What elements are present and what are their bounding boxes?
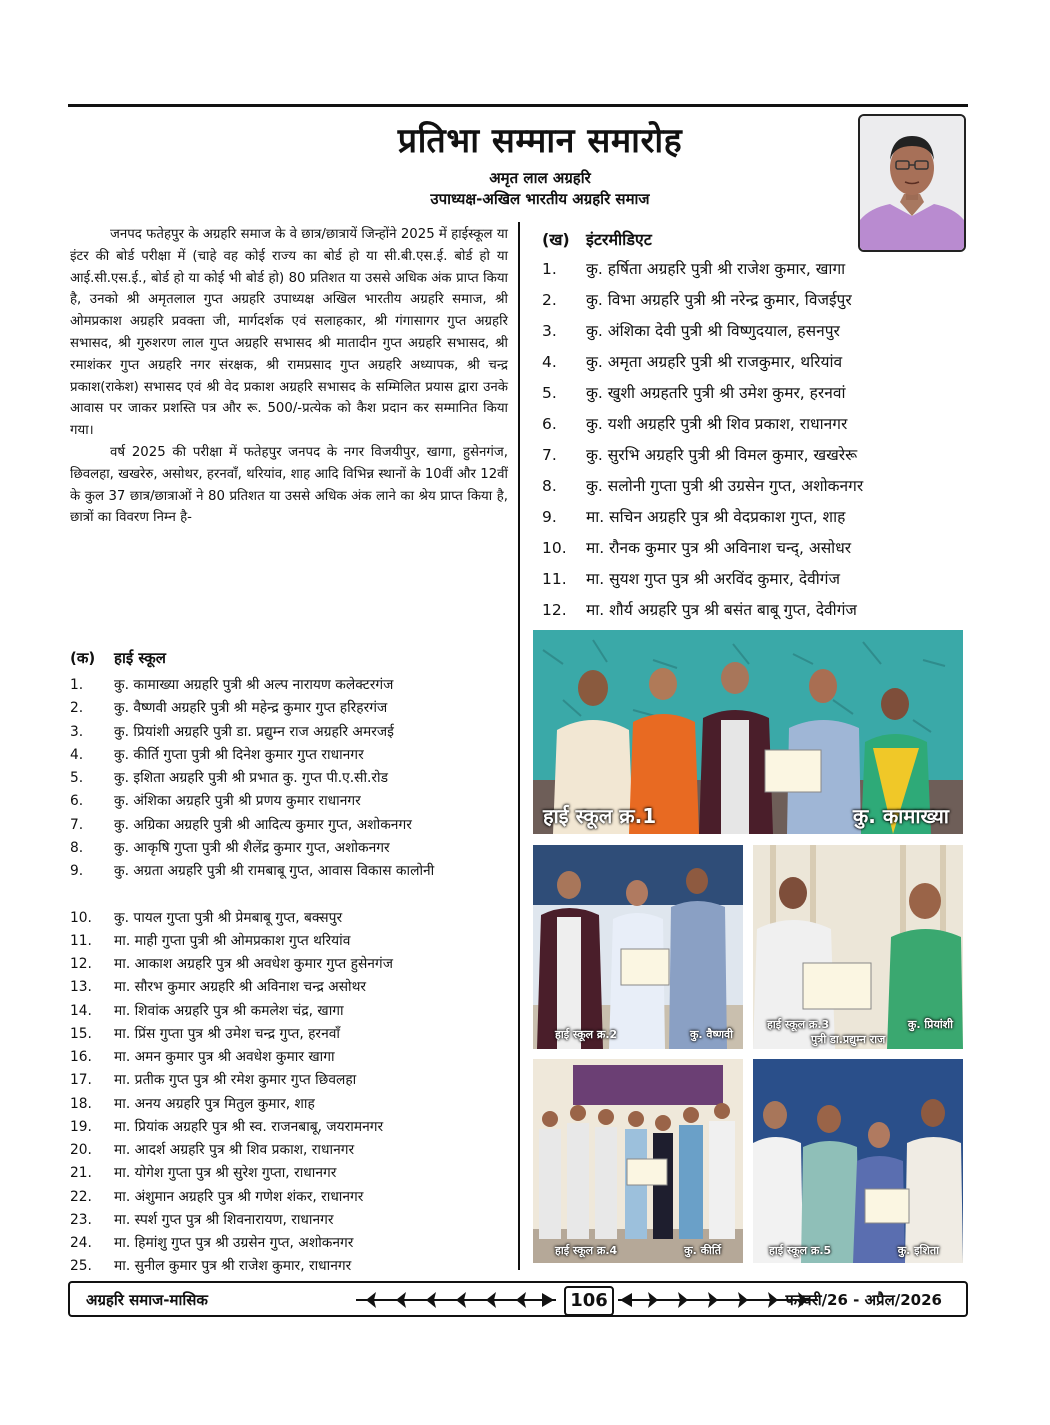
photo-caption-left: हाई स्कूल क्र.2: [555, 1028, 618, 1041]
item-text: कु. पायल गुप्ता पुत्री श्री प्रेमबाबू गुप्त, बक्सपुर: [114, 909, 343, 926]
item-text: मा. रौनक कुमार पुत्र श्री अविनाश चन्द्, असोधर: [586, 539, 852, 557]
item-number: 14.: [70, 1002, 92, 1019]
item-text: मा. आदर्श अग्रहरि पुत्र श्री शिव प्रकाश, राधानगर: [114, 1142, 355, 1158]
item-number: 11.: [542, 570, 567, 588]
list-item: [70, 1000, 510, 1023]
list-item: [70, 907, 510, 930]
item-text: मा. हिमांशु गुप्त पुत्र श्री उग्रसेन गुप्त, अशोकनगर: [114, 1235, 354, 1251]
list-item: [70, 953, 510, 976]
item-text: कु. खुशी अग्रहतरि पुत्री श्री उमेश कुमर, हरनवां: [586, 384, 846, 402]
item-text: मा. आकाश अग्रहरि पुत्र श्री अवधेश कुमार गुप्त हुसेनगंज: [114, 956, 393, 972]
vine-ornament-left-icon: [356, 1291, 556, 1309]
list-item: [542, 564, 962, 595]
item-number: 19.: [70, 1118, 92, 1135]
item-text: मा. योगेश गुप्ता पुत्र श्री सुरेश गुप्ता, राधानगर: [114, 1165, 337, 1182]
photo-highschool-5: [753, 1059, 963, 1263]
item-text: कु. अग्रता अग्रहरि पुत्री श्री रामबाबू गुप्त, आवास विकास कालोनी: [114, 863, 435, 879]
list-item: [70, 1023, 510, 1046]
item-text: मा. अमन कुमार पुत्र श्री अवधेश कुमार खागा: [114, 1049, 335, 1065]
item-text: मा. प्रिंस गुप्ता पुत्र श्री उमेश चन्द्र गुप्त, हरनवाँ: [114, 1025, 340, 1042]
list-item: [542, 316, 962, 347]
item-number: 7.: [70, 816, 84, 833]
item-text: मा. अंशुमान अग्रहरि पुत्र श्री गणेश शंकर, राधानगर: [114, 1188, 364, 1205]
highschool-title: हाई स्कूल: [114, 649, 166, 667]
item-text: मा. स्पर्श गुप्त पुत्र श्री शिवनारायण, राधानगर: [114, 1211, 334, 1228]
item-text: मा. सचिन अग्रहरि पुत्र श्री वेदप्रकाश गुप्त, शाह: [586, 508, 846, 526]
photo-caption-right: कु. वैष्णवी: [689, 1028, 733, 1041]
item-text: मा. सौरभ कुमार अग्रहरि श्री अविनाश चन्द्र असोथर: [114, 979, 367, 996]
item-number: 3.: [70, 723, 84, 740]
photo-highschool-1: [533, 630, 963, 834]
author-name: अमृत लाल अग्रहरि: [489, 169, 591, 187]
item-text: मा. अनय अग्रहरि पुत्र मितुल कुमार, शाह: [114, 1095, 315, 1112]
list-item: [542, 533, 962, 564]
item-text: मा. सुयश गुप्त पुत्र श्री अरविंद कुमार, देवीगंज: [586, 570, 840, 588]
photo-caption-right: कु. प्रियांशी: [907, 1018, 953, 1031]
author-designation: उपाध्यक्ष-अखिल भारतीय अग्रहरि समाज: [430, 190, 650, 208]
intermediate-list: [542, 254, 962, 626]
item-number: 1.: [70, 677, 84, 693]
photo-caption-right: कु. कीर्ति: [684, 1244, 721, 1257]
photo-caption-left: हाई स्कूल क्र.3: [767, 1018, 830, 1031]
list-item: [542, 595, 962, 626]
highschool-heading: [70, 648, 166, 668]
list-item: [70, 744, 510, 767]
item-number: 12.: [542, 601, 567, 619]
column-divider: [518, 222, 520, 1270]
item-number: 6.: [70, 793, 84, 810]
list-item: [70, 1139, 510, 1162]
item-number: 5.: [70, 770, 84, 786]
item-number: 21.: [70, 1165, 92, 1182]
item-number: 6.: [542, 415, 557, 433]
item-text: कु. इशिता अग्रहरि पुत्री श्री प्रभात कु. गुप्त पी.ए.सी.रोड: [114, 770, 389, 786]
intro-paragraph-1: जनपद फतेहपुर के अग्रहरि समाज के वे छात्र/छात्रायें जिन्होंने 2025 में हाईस्कूल या इंटर की बोर्ड परीक्षा में (चाहे वह कोई राज्य का बोर्ड हो या सी.बी.एस.ई. बोर्ड हो या आई.सी.एस.ई., बोर्ड हो या कोई भी बोर्ड हो) 80 प्रतिशत या उससे अधिक अंक प्राप्त किया है, उनको श्री अमृतलाल गुप्त अग्रहरि उपाध्यक्ष अखिल भारतीय अग्रहरि समाज, श्री ओमप्रकाश अग्रहरि प्रवक्ता जी, मार्गदर्शक एवं सलाहकार, श्री गंगासागर गुप्त अग्रहरि सभासद, श्री गुरुशरण लाल गुप्त अग्रहरि सभासद श्री मातादीन गुप्त अग्रहरि सभासद, श्री रमाशंकर गुप्त अग्रहरि नगर संरक्षक, श्री रामप्रसाद गुप्त अग्रहरि अध्यापक, श्री चन्द्र प्रकाश(राकेश) सभासद एवं श्री वेद प्रकाश अग्रहरि सभासद के सम्मिलित प्रयास द्वारा उनके आवास पर जाकर प्रशस्ति पत्र और रू. 500/-प्रत्येक को कैश प्रदान कर सम्मानित किया गया।: [70, 227, 508, 439]
list-item: [70, 930, 510, 953]
item-text: कु. कामाख्या अग्रहरि पुत्री श्री अल्प नारायण कलेक्टरगंज: [114, 677, 394, 693]
intermediate-title: इंटरमीडिएट: [586, 230, 652, 249]
item-text: मा. प्रियांक अग्रहरि पुत्र श्री स्व. राजनबाबू, जयरामनगर: [114, 1118, 384, 1135]
intro-paragraph-2: वर्ष 2025 की परीक्षा में फतेहपुर जनपद के नगर विजयीपुर, खागा, हुसेनगंज, छिवलहा, खखरेरु, असोथर, हरनवाँ, थरियांव, शाह आदि विभिन्न स्थानों के 10वीं और 12वीं के कुल 37 छात्र/छात्राओं ने 80 प्रतिशत या उससे अधिक अंक लाने का श्रेय प्राप्त किया है, छात्रों का विवरण निम्न है-: [70, 444, 508, 526]
list-item: [542, 502, 962, 533]
photo-highschool-3: [753, 845, 963, 1049]
item-number: 9.: [70, 863, 84, 879]
group-photo-image: [533, 845, 743, 1049]
item-text: मा. प्रतीक गुप्त पुत्र श्री रमेश कुमार गुप्त छिवलहा: [114, 1072, 357, 1089]
item-number: 1.: [542, 260, 557, 278]
intro-text: [70, 224, 508, 529]
list-item: [70, 1186, 510, 1209]
list-item: [70, 1232, 510, 1255]
list-item: [542, 440, 962, 471]
magazine-name: अग्रहरि समाज-मासिक: [86, 1291, 208, 1309]
list-item: [542, 254, 962, 285]
item-text: मा. शौर्य अग्रहरि पुत्र श्री बसंत बाबू गुप्त, देवीगंज: [586, 601, 857, 619]
intermediate-label: (ख): [542, 230, 570, 249]
item-number: 5.: [542, 384, 557, 402]
item-text: कु. कीर्ति गुप्ता पुत्री श्री दिनेश कुमार गुप्त राधानगर: [114, 746, 364, 763]
list-item: [70, 1209, 510, 1232]
item-text: कु. वैष्णवी अग्रहरि पुत्री श्री महेन्द्र कुमार गुप्त हरिहरगंज: [114, 700, 388, 717]
item-text: मा. माही गुप्ता पुत्री श्री ओमप्रकाश गुप्त थरियांव: [114, 932, 351, 949]
page-footer: [68, 1281, 968, 1317]
photo-highschool-4: [533, 1059, 743, 1263]
item-number: 20.: [70, 1142, 92, 1158]
group-photo-image: [533, 1059, 743, 1263]
item-number: 2.: [70, 700, 84, 717]
item-number: 13.: [70, 979, 92, 996]
list-item: [70, 1162, 510, 1185]
item-text: कु. अमृता अग्रहरि पुत्री श्री राजकुमार, थरियांव: [586, 353, 843, 371]
list-item: [70, 860, 510, 907]
item-number: 10.: [542, 539, 567, 557]
list-item: [70, 721, 510, 744]
photo-caption-right: कु. कामाख्या: [852, 804, 949, 828]
item-number: 25.: [70, 1258, 92, 1275]
item-number: 10.: [70, 909, 92, 926]
item-text: कु. सुरभि अग्रहरि पुत्री श्री विमल कुमार, खखरेरू: [586, 446, 858, 464]
page-title: प्रतिभा सम्मान समारोह: [397, 121, 683, 161]
list-item: [70, 1046, 510, 1069]
item-text: कु. अंशिका देवी पुत्री श्री विष्णुदयाल, हसनपुर: [586, 322, 840, 340]
item-number: 23.: [70, 1211, 92, 1228]
item-number: 8.: [70, 839, 84, 856]
top-rule: [68, 104, 968, 107]
item-number: 18.: [70, 1095, 92, 1112]
item-number: 3.: [542, 322, 557, 340]
item-number: 12.: [70, 956, 92, 972]
item-text: मा. सुनील कुमार पुत्र श्री राजेश कुमार, राधानगर: [114, 1258, 352, 1275]
item-number: 4.: [70, 746, 84, 763]
item-number: 17.: [70, 1072, 92, 1089]
photo-highschool-2: [533, 845, 743, 1049]
list-item: [70, 1093, 510, 1116]
author-portrait: [858, 114, 966, 252]
item-number: 9.: [542, 508, 557, 526]
list-item: [70, 790, 510, 813]
list-item: [70, 814, 510, 837]
intermediate-heading: [542, 228, 652, 250]
group-photo-image: [753, 1059, 963, 1263]
list-item: [542, 347, 962, 378]
photo-caption-left: हाई स्कूल क्र.5: [769, 1244, 832, 1257]
highschool-label: (क): [70, 649, 96, 667]
item-number: 15.: [70, 1025, 92, 1042]
item-text: कु. विभा अग्रहरि पुत्री श्री नरेन्द्र कुमार, विजईपुर: [586, 291, 852, 309]
photo-caption-sub: पुत्री डा.प्रद्युम्न राज: [811, 1033, 886, 1046]
item-text: कु. आकृषि गुप्ता पुत्री श्री शैलेंद्र कुमार गुप्त, अशोकनगर: [114, 839, 390, 856]
list-item: [70, 767, 510, 790]
list-item: [70, 1116, 510, 1139]
item-text: कु. अग्रिका अग्रहरि पुत्री श्री आदित्य कुमार गुप्त, अशोकनगर: [114, 816, 412, 833]
list-item: [542, 471, 962, 502]
item-text: कु. यशी अग्रहरि पुत्री श्री शिव प्रकाश, राधानगर: [586, 415, 848, 433]
item-number: 2.: [542, 291, 557, 309]
item-text: कु. अंशिका अग्रहरि पुत्री श्री प्रणय कुमार राधानगर: [114, 793, 361, 810]
list-item: [542, 409, 962, 440]
list-item: [542, 285, 962, 316]
highschool-list: [70, 674, 510, 1279]
list-item: [70, 697, 510, 720]
photo-caption-right: कु. इशिता: [897, 1244, 939, 1257]
list-item: [70, 976, 510, 999]
item-number: 11.: [70, 932, 92, 949]
list-item: [70, 674, 510, 697]
author-block: [300, 168, 780, 210]
item-number: 7.: [542, 446, 557, 464]
item-number: 22.: [70, 1188, 92, 1205]
item-number: 16.: [70, 1049, 92, 1065]
item-text: कु. प्रियांशी अग्रहरि पुत्री डा. प्रद्युम्न राज अग्रहरि अमरजई: [114, 723, 394, 740]
list-item: [70, 1255, 510, 1278]
list-item: [70, 1069, 510, 1092]
item-text: मा. शिवांक अग्रहरि पुत्र श्री कमलेश चंद्र, खागा: [114, 1002, 344, 1019]
item-text: कु. हर्षिता अग्रहरि पुत्री श्री राजेश कुमार, खागा: [586, 260, 846, 278]
list-item: [542, 378, 962, 409]
item-number: 8.: [542, 477, 557, 495]
photo-caption-left: हाई स्कूल क्र.4: [555, 1244, 618, 1257]
list-item: [70, 837, 510, 860]
page-number: 106: [564, 1286, 614, 1316]
item-text: कु. सलोनी गुप्ता पुत्री श्री उग्रसेन गुप्त, अशोकनगर: [586, 477, 864, 495]
photo-caption-left: हाई स्कूल क्र.1: [543, 804, 657, 828]
item-number: 4.: [542, 353, 557, 371]
issue-date: फरवरी/26 - अप्रैल/2026: [785, 1291, 942, 1309]
item-number: 24.: [70, 1235, 92, 1251]
